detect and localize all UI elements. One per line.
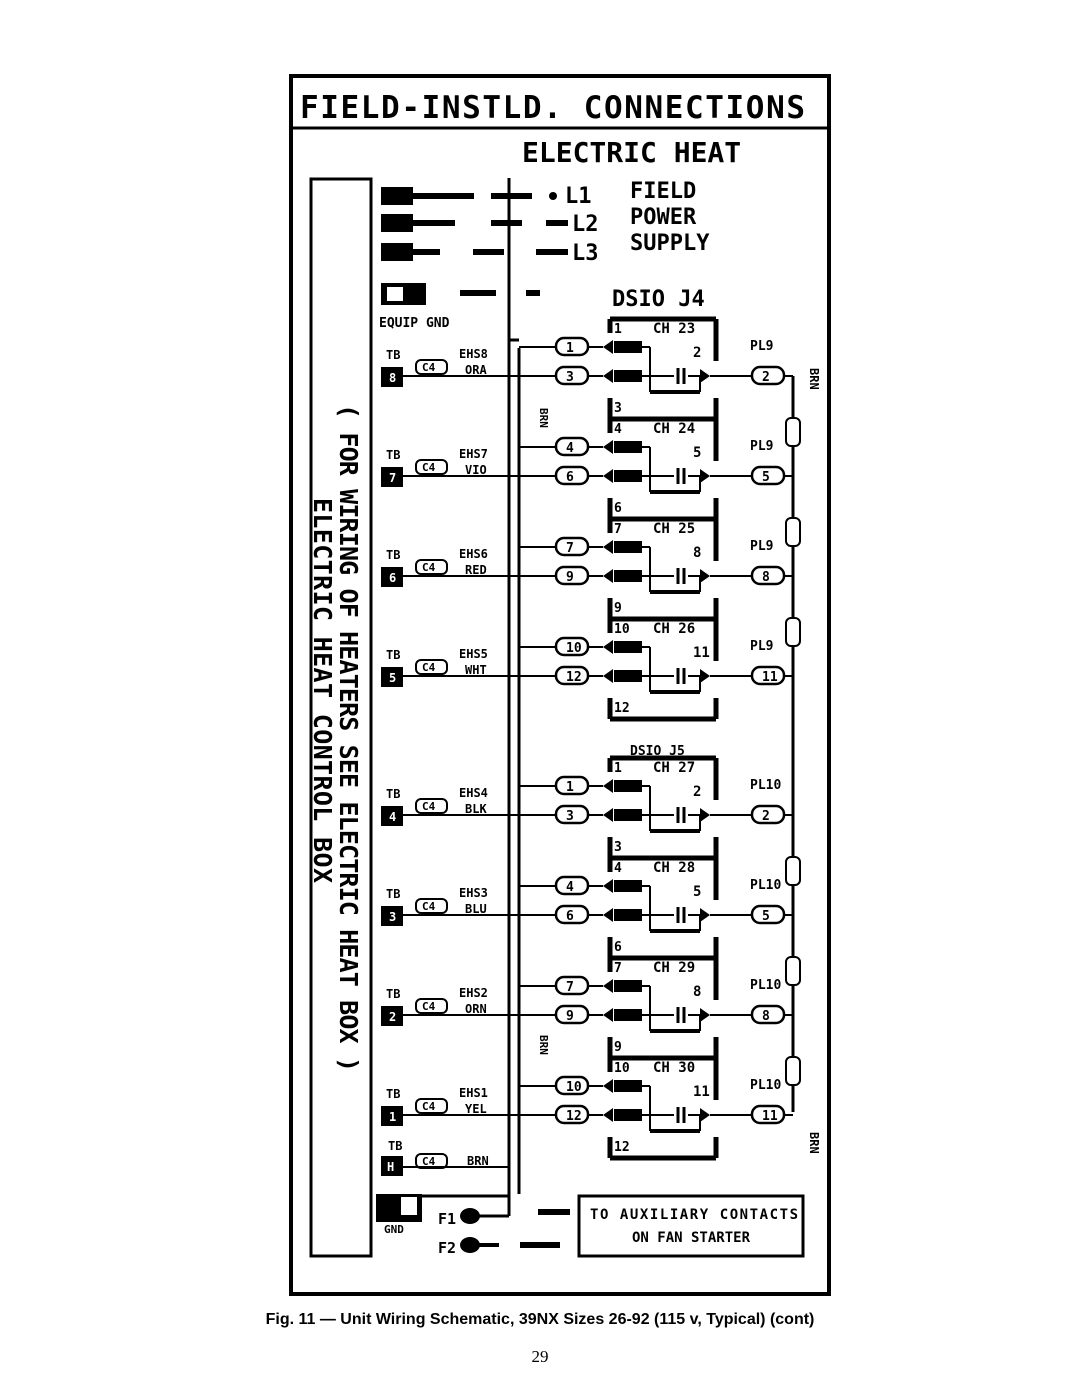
- channel-label: CH 26: [653, 621, 696, 637]
- contact-arrow: [700, 1108, 710, 1122]
- contact-arrow: [700, 908, 710, 922]
- pl-pin-number: 11: [762, 670, 778, 685]
- channel-label: CH 24: [653, 421, 696, 437]
- gnd-label: GND: [384, 1223, 404, 1236]
- bus-wire-tag: [786, 957, 800, 985]
- contact-arrow: [603, 640, 613, 654]
- tb-number: 2: [389, 1010, 397, 1024]
- pin-number: 12: [566, 1109, 582, 1124]
- wire-color-label: BLK: [465, 802, 487, 816]
- pin-number: 12: [614, 701, 630, 716]
- contact-arrow: [603, 469, 613, 483]
- ground-fuses: [376, 1194, 803, 1257]
- pin-number: 3: [614, 840, 622, 855]
- pl-label: PL9: [750, 539, 774, 554]
- pin-number: 3: [566, 809, 574, 824]
- ehs-label: EHS3: [459, 886, 488, 900]
- dsio-j5-label: DSIO J5: [630, 744, 685, 759]
- pin-number: 1: [614, 322, 622, 337]
- tb-label: TB: [386, 648, 401, 662]
- tb-label: TB: [386, 887, 401, 901]
- power-supply: [381, 187, 568, 305]
- tb-number: 7: [389, 471, 397, 485]
- power-label-2: POWER: [630, 205, 697, 230]
- tb-label: TB: [386, 987, 401, 1001]
- pl-pin-number: 5: [762, 470, 770, 485]
- wire-tag-text: C4: [422, 361, 436, 374]
- tb-label: TB: [386, 1087, 401, 1101]
- aux-label-1: TO AUXILIARY CONTACTS: [590, 1207, 798, 1223]
- channel-label: CH 28: [653, 860, 696, 876]
- contact-arrow: [603, 779, 613, 793]
- wire-color-label: WHT: [465, 663, 487, 677]
- contact-body: [614, 1080, 642, 1092]
- wire-color-label: BLU: [465, 902, 487, 916]
- tb-number: 8: [389, 371, 397, 385]
- contact-arrow: [603, 808, 613, 822]
- contact-arrow: [603, 879, 613, 893]
- pin-number: 4: [614, 861, 622, 876]
- contact-arrow: [700, 369, 710, 383]
- pin-number: 10: [566, 641, 582, 656]
- wire-tag-text: C4: [422, 1000, 436, 1013]
- pin-number: 7: [566, 541, 574, 556]
- contact-body: [614, 1009, 642, 1021]
- ehs-label: EHS4: [459, 786, 488, 800]
- contact-body: [614, 809, 642, 821]
- bus-wire-tag: [786, 418, 800, 446]
- contact-body: [614, 641, 642, 653]
- dsio-j4-label: DSIO J4: [612, 287, 705, 312]
- pl-pin-number: 8: [762, 1009, 770, 1024]
- pl-label: PL9: [750, 339, 774, 354]
- f2-label: F2: [438, 1239, 457, 1257]
- tb-number: 6: [389, 571, 397, 585]
- contact-body: [614, 541, 642, 553]
- contact-arrow: [603, 669, 613, 683]
- pin-number: 12: [566, 670, 582, 685]
- wire-color-label: YEL: [465, 1102, 487, 1116]
- contact-body: [614, 670, 642, 682]
- contact-body: [614, 341, 642, 353]
- pin-number: 6: [566, 470, 574, 485]
- pin-number: 8: [693, 545, 702, 561]
- pin-number: 1: [566, 341, 574, 356]
- pin-number: 8: [693, 984, 702, 1000]
- pin-number: 1: [566, 780, 574, 795]
- contact-arrow: [603, 1008, 613, 1022]
- contact-body: [614, 909, 642, 921]
- tb-label: TB: [386, 787, 401, 801]
- tb-number: 3: [389, 910, 397, 924]
- pin-number: 4: [566, 441, 574, 456]
- tb-number: 5: [389, 671, 397, 685]
- ehs-label: EHS8: [459, 347, 488, 361]
- line-l2: L2: [572, 212, 599, 237]
- f1-label: F1: [438, 1210, 457, 1228]
- side-note-line-1: ( FOR WIRING OF HEATERS SEE ELECTRIC HEAT BOX ): [334, 404, 363, 1072]
- contact-body: [614, 780, 642, 792]
- channel-label: CH 29: [653, 960, 696, 976]
- wire-tag-text: C4: [422, 561, 436, 574]
- pin-number: 2: [693, 784, 702, 800]
- pin-number: 10: [614, 1061, 630, 1076]
- wire-tag-text: C4: [422, 661, 436, 674]
- line-l1: L1: [565, 184, 592, 209]
- pin-number: 10: [614, 622, 630, 637]
- ehs-label: EHS6: [459, 547, 488, 561]
- pin-number: 4: [614, 422, 622, 437]
- pl-label: PL10: [750, 878, 782, 893]
- pl-pin-number: 2: [762, 370, 770, 385]
- contact-body: [614, 470, 642, 482]
- inner-bus-tag-bottom: BRN: [537, 1035, 550, 1055]
- wire-tag-text: C4: [422, 900, 436, 913]
- channel-label: CH 23: [653, 321, 696, 337]
- pin-number: 7: [566, 980, 574, 995]
- wire-tag-text: C4: [422, 800, 436, 813]
- pin-number: 12: [614, 1140, 630, 1155]
- pin-number: 9: [614, 1040, 622, 1055]
- pin-number: 3: [566, 370, 574, 385]
- tb-number: 4: [389, 810, 397, 824]
- contact-arrow: [603, 569, 613, 583]
- contact-arrow: [603, 1108, 613, 1122]
- pl-pin-number: 5: [762, 909, 770, 924]
- contact-arrow: [603, 369, 613, 383]
- pl-label: PL9: [750, 639, 774, 654]
- tb-label: TB: [386, 348, 401, 362]
- heater-rows: [381, 319, 800, 1158]
- pl-pin-number: 2: [762, 809, 770, 824]
- tb-label: TB: [386, 448, 401, 462]
- bus-wire-tag: [786, 1057, 800, 1085]
- pin-number: 5: [693, 884, 702, 900]
- pin-number: 7: [614, 522, 622, 537]
- pl-pin-number: 11: [762, 1109, 778, 1124]
- aux-label-2: ON FAN STARTER: [632, 1230, 751, 1246]
- figure-caption: Fig. 11 — Unit Wiring Schematic, 39NX Sizes 26-92 (115 v, Typical) (cont): [265, 1311, 815, 1328]
- contact-body: [614, 370, 642, 382]
- side-note-line-2: ELECTRIC HEAT CONTROL BOX: [308, 498, 337, 883]
- pin-number: 9: [566, 570, 574, 585]
- pin-number: 9: [614, 601, 622, 616]
- contact-arrow: [700, 669, 710, 683]
- pin-number: 7: [614, 961, 622, 976]
- pl-label: PL10: [750, 778, 782, 793]
- page-number: 29: [531, 1347, 549, 1366]
- tb-label: TB: [386, 548, 401, 562]
- brn-color-label: BRN: [467, 1154, 489, 1168]
- contact-body: [614, 980, 642, 992]
- wire-tag-text: C4: [422, 1100, 436, 1113]
- line-l3: L3: [572, 241, 599, 266]
- brn-vertical-label: BRN: [807, 1132, 821, 1154]
- contact-body: [614, 441, 642, 453]
- ehs-label: EHS2: [459, 986, 488, 1000]
- pl-label: PL10: [750, 1078, 782, 1093]
- diagram-subtitle: ELECTRIC HEAT: [522, 136, 742, 169]
- pl-label: PL9: [750, 439, 774, 454]
- tb-number: 1: [389, 1110, 397, 1124]
- pin-number: 6: [614, 940, 622, 955]
- pin-number: 4: [566, 880, 574, 895]
- pin-number: 6: [566, 909, 574, 924]
- brn-tb-number: H: [387, 1160, 395, 1174]
- contact-arrow: [700, 569, 710, 583]
- pl-pin-number: 8: [762, 570, 770, 585]
- inner-bus-tag-top: BRN: [537, 408, 550, 428]
- pin-number: 6: [614, 501, 622, 516]
- brn-tag-text: C4: [422, 1155, 436, 1168]
- pin-number: 10: [566, 1080, 582, 1095]
- contact-arrow: [700, 808, 710, 822]
- brn-tb-label: TB: [388, 1139, 403, 1153]
- contact-arrow: [603, 908, 613, 922]
- pin-number: 5: [693, 445, 702, 461]
- power-label-3: SUPPLY: [630, 231, 710, 256]
- brn-row: [381, 1139, 509, 1176]
- bus-wire-tag: [786, 518, 800, 546]
- pin-number: 2: [693, 345, 702, 361]
- contact-arrow: [603, 979, 613, 993]
- pin-number: 1: [614, 761, 622, 776]
- ehs-label: EHS7: [459, 447, 488, 461]
- channel-label: CH 25: [653, 521, 696, 537]
- wire-color-label: ORN: [465, 1002, 487, 1016]
- wire-color-label: VIO: [465, 463, 487, 477]
- contact-arrow: [603, 540, 613, 554]
- pin-number: 11: [693, 645, 710, 661]
- wire-tag-text: C4: [422, 461, 436, 474]
- pin-number: 11: [693, 1084, 710, 1100]
- pin-number: 9: [566, 1009, 574, 1024]
- ehs-label: EHS5: [459, 647, 488, 661]
- wire-color-label: ORA: [465, 363, 487, 377]
- channel-label: CH 27: [653, 760, 696, 776]
- contact-arrow: [700, 469, 710, 483]
- power-label-1: FIELD: [630, 179, 697, 204]
- contact-body: [614, 1109, 642, 1121]
- contact-arrow: [603, 1079, 613, 1093]
- contact-arrow: [700, 1008, 710, 1022]
- equip-gnd-label: EQUIP GND: [379, 316, 450, 331]
- contact-arrow: [603, 440, 613, 454]
- channel-label: CH 30: [653, 1060, 696, 1076]
- bus-wire-tag: [786, 618, 800, 646]
- contact-body: [614, 570, 642, 582]
- pin-number: 3: [614, 401, 622, 416]
- pl-label: PL10: [750, 978, 782, 993]
- contact-body: [614, 880, 642, 892]
- wire-color-label: RED: [465, 563, 487, 577]
- diagram-title: FIELD-INSTLD. CONNECTIONS: [300, 90, 805, 126]
- contact-arrow: [603, 340, 613, 354]
- brn-vertical-label-top: BRN: [807, 368, 821, 390]
- ehs-label: EHS1: [459, 1086, 488, 1100]
- bus-wire-tag: [786, 857, 800, 885]
